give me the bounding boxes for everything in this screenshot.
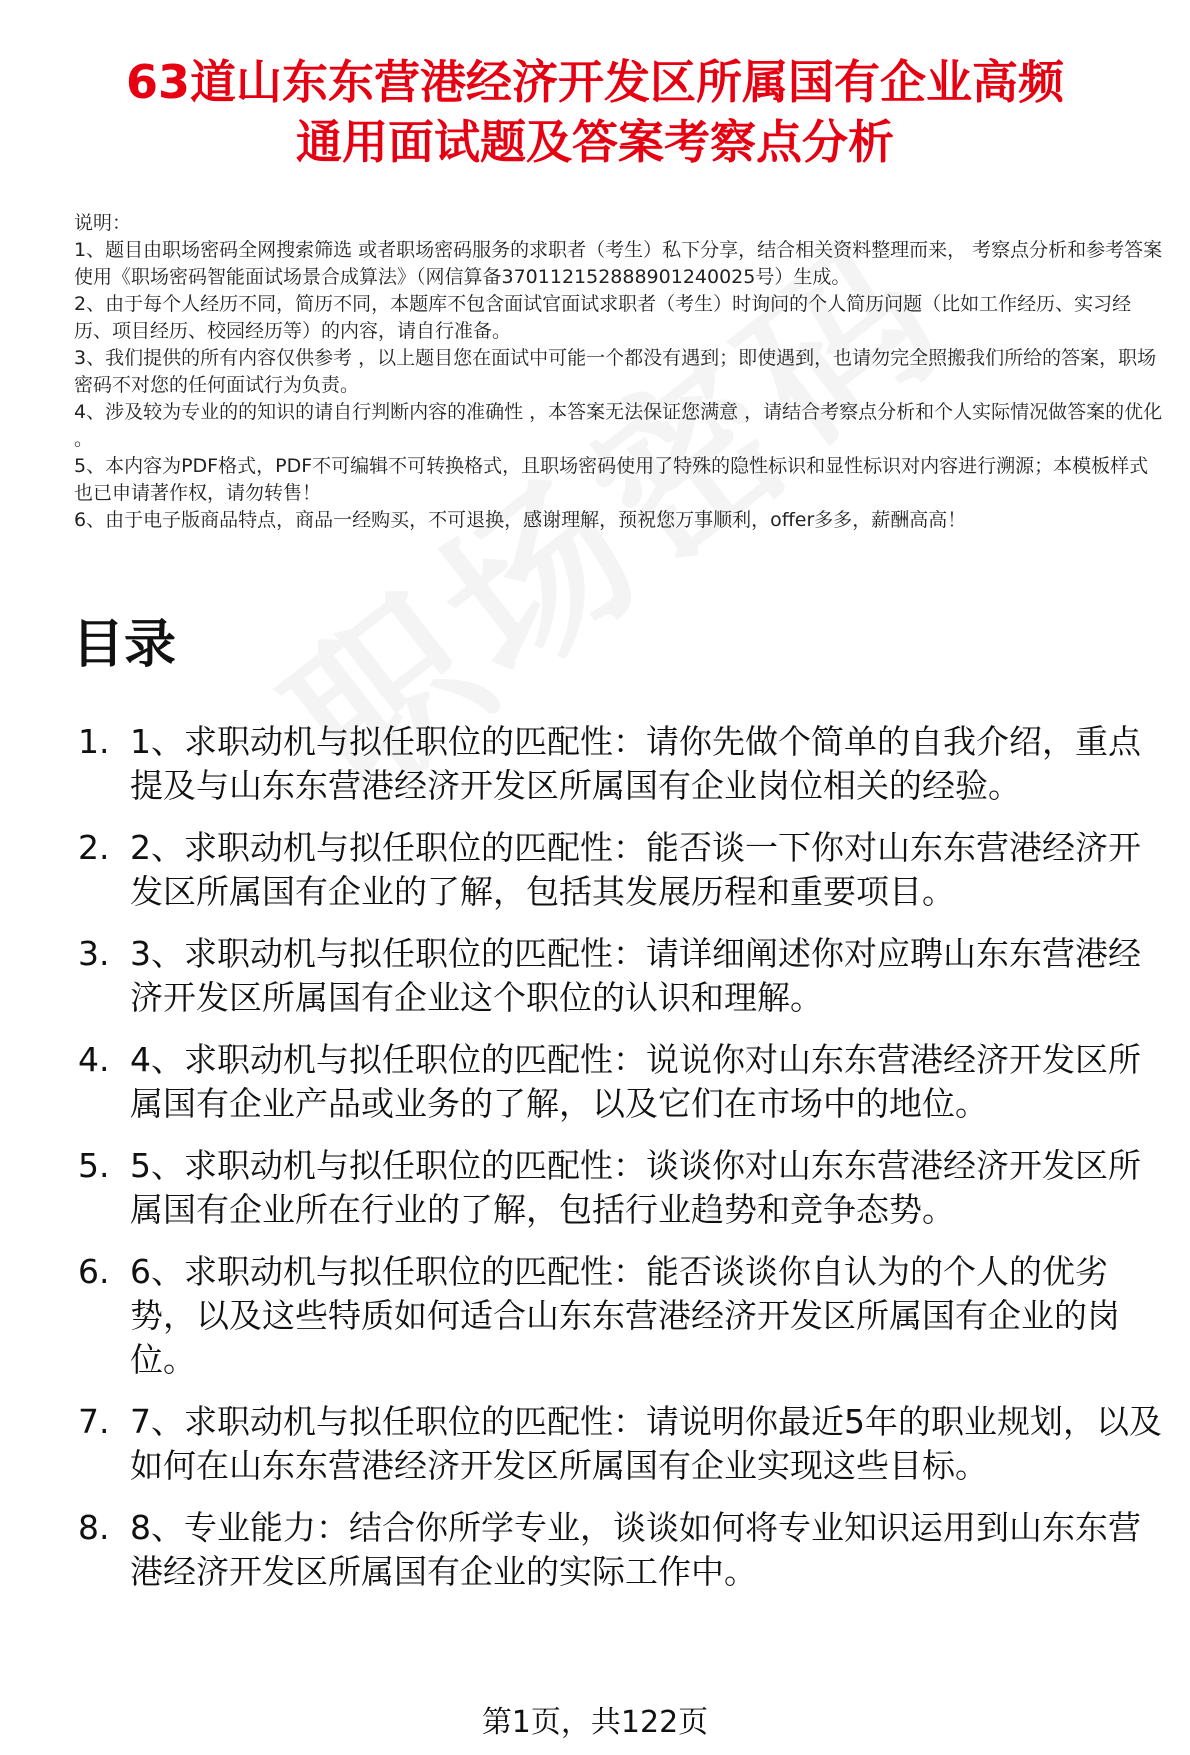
toc-item[interactable] xyxy=(78,1400,1168,1488)
instructions-label: 说明： xyxy=(74,212,132,234)
toc-item[interactable] xyxy=(78,826,1168,914)
toc-item-number: 1. xyxy=(78,722,110,761)
toc-item-number: 2. xyxy=(78,828,110,867)
toc-item-number: 4. xyxy=(78,1040,110,1079)
toc-item-number: 6. xyxy=(78,1252,110,1291)
toc-item-text: 2、求职动机与拟任职位的匹配性：能否谈一下你对山东东营港经济开发区所属国有企业的了解，包括其发展历程和重要项目。 xyxy=(130,828,1141,911)
page-number: 第1页，共122页 xyxy=(481,1705,709,1740)
instruction-item: 4、涉及较为专业的的知识的请自行判断内容的准确性 ，本答案无法保证您满意 ，请结合考察点分析和个人实际情况做答案的优化 。 xyxy=(74,401,1163,450)
document-title xyxy=(60,52,1130,172)
instruction-item: 1、题目由职场密码全网搜索筛选 或者职场密码服务的求职者（考生）私下分享，结合相关资料整理而来， 考察点分析和参考答案使用《职场密码智能面试场景合成算法》（网信算备370112152888901240025号）生成。 xyxy=(74,239,1163,288)
toc-item-text: 5、求职动机与拟任职位的匹配性：谈谈你对山东东营港经济开发区所属国有企业所在行业的了解，包括行业趋势和竞争态势。 xyxy=(130,1146,1141,1229)
toc-item-text: 3、求职动机与拟任职位的匹配性：请详细阐述你对应聘山东东营港经济开发区所属国有企业这个职位的认识和理解。 xyxy=(130,934,1141,1017)
toc-item-number: 5. xyxy=(78,1146,110,1185)
toc-item-number: 7. xyxy=(78,1402,110,1441)
toc-item[interactable] xyxy=(78,720,1168,808)
instruction-item: 3、我们提供的所有内容仅供参考 ，以上题目您在面试中可能一个都没有遇到；即使遇到，也请勿完全照搬我们所给的答案，职场密码不对您的任何面试行为负责。 xyxy=(74,347,1157,396)
toc-item-number: 3. xyxy=(78,934,110,973)
toc-item-text: 8、专业能力：结合你所学专业，谈谈如何将专业知识运用到山东东营港经济开发区所属国有企业的实际工作中。 xyxy=(130,1508,1141,1591)
toc-item-text: 4、求职动机与拟任职位的匹配性：说说你对山东东营港经济开发区所属国有企业产品或业务的了解，以及它们在市场中的地位。 xyxy=(130,1040,1141,1123)
toc-item[interactable] xyxy=(78,932,1168,1020)
table-of-contents xyxy=(78,720,1168,1612)
instruction-item: 5、本内容为PDF格式，PDF不可编辑不可转换格式，且职场密码使用了特殊的隐性标识和显性标识对内容进行溯源；本模板样式也已申请著作权，请勿转售！ xyxy=(74,455,1149,504)
toc-item-text: 1、求职动机与拟任职位的匹配性：请你先做个简单的自我介绍，重点提及与山东东营港经济开发区所属国有企业岗位相关的经验。 xyxy=(130,722,1141,805)
instruction-item: 2、由于每个人经历不同，简历不同，本题库不包含面试官面试求职者（考生）时询问的个人简历问题（比如工作经历、实习经历、项目经历、校园经历等）的内容，请自行准备。 xyxy=(74,293,1132,342)
toc-item-number: 8. xyxy=(78,1508,110,1547)
title-line-2: 通用面试题及答案考察点分析 xyxy=(296,115,894,169)
toc-item[interactable] xyxy=(78,1506,1168,1594)
instructions-section xyxy=(74,210,1164,534)
toc-item-text: 7、求职动机与拟任职位的匹配性：请说明你最近5年的职业规划，以及如何在山东东营港经济开发区所属国有企业实现这些目标。 xyxy=(130,1402,1162,1485)
instruction-item: 6、由于电子版商品特点，商品一经购买，不可退换，感谢理解，预祝您万事顺利，offer多多，薪酬高高！ xyxy=(74,509,967,531)
toc-item[interactable] xyxy=(78,1144,1168,1232)
toc-item[interactable] xyxy=(78,1038,1168,1126)
toc-item[interactable] xyxy=(78,1250,1168,1382)
title-line-1: 63道山东东营港经济开发区所属国有企业高频 xyxy=(125,55,1064,109)
toc-heading: 目录 xyxy=(72,615,177,675)
toc-item-text: 6、求职动机与拟任职位的匹配性：能否谈谈你自认为的个人的优劣势，以及这些特质如何适合山东东营港经济开发区所属国有企业的岗位。 xyxy=(130,1252,1120,1379)
